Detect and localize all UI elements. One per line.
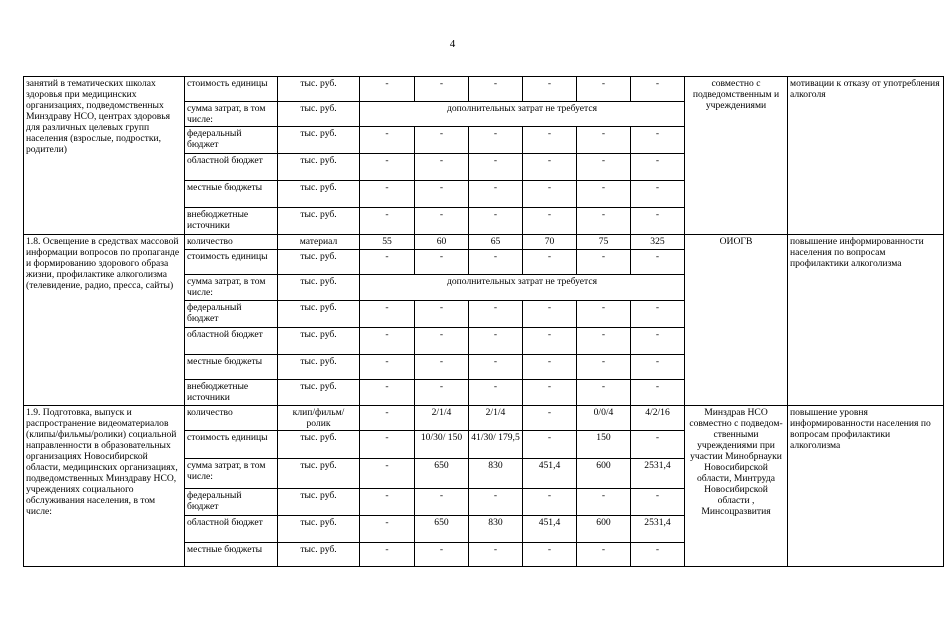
value-cell: - (577, 489, 631, 516)
unit-cell: тыс. руб. (278, 102, 360, 127)
value-cell: - (631, 355, 685, 380)
value-cell: - (631, 181, 685, 208)
value-cell: - (360, 489, 415, 516)
value-cell: - (577, 208, 631, 235)
value-cell: - (577, 328, 631, 355)
value-cell: 2531,4 (631, 516, 685, 543)
value-cell: - (523, 380, 577, 406)
value-cell: - (415, 127, 469, 154)
value-cell: - (415, 250, 469, 275)
value-cell: - (631, 250, 685, 275)
unit-cell: материал (278, 235, 360, 250)
value-cell: - (631, 328, 685, 355)
result-cell: мотивации к отказу от употребления алкоголя (788, 77, 944, 235)
indicator-cell: сумма затрат, в том числе: (185, 275, 278, 301)
indicator-cell: сумма затрат, в том числе: (185, 459, 278, 489)
indicator-cell: стоимость единицы (185, 250, 278, 275)
value-cell: 60 (415, 235, 469, 250)
value-cell: - (577, 380, 631, 406)
value-cell: - (631, 489, 685, 516)
value-cell: - (523, 355, 577, 380)
executor-cell: совместно с подведомственным и учреждениями (685, 77, 788, 235)
unit-cell: тыс. руб. (278, 301, 360, 328)
indicator-cell: внебюджетные источники (185, 208, 278, 235)
value-cell: - (415, 489, 469, 516)
value-cell: - (523, 154, 577, 181)
merged-note-cell: дополнительных затрат не требуется (360, 275, 685, 301)
measure-name-cell: занятий в тематических школах здоровья при медицинских организациях, подведомственных Минздраву НСО, центрах здоровья для различных целевых групп населения (взрослые, подростки, родители) (24, 77, 185, 235)
value-cell: - (523, 127, 577, 154)
indicator-cell: сумма затрат, в том числе: (185, 102, 278, 127)
page-number: 4 (449, 38, 456, 50)
value-cell: - (631, 301, 685, 328)
value-cell: - (360, 516, 415, 543)
measure-name-cell: 1.8. Освещение в средствах массовой информации вопросов по пропаганде и формированию здорового образа жизни, профилактике алкоголизма (телевидение, радио, пресса, сайты) (24, 235, 185, 406)
value-cell: - (415, 154, 469, 181)
value-cell: 830 (469, 459, 523, 489)
value-cell: - (523, 77, 577, 102)
value-cell: - (631, 77, 685, 102)
value-cell: - (469, 543, 523, 567)
value-cell: 75 (577, 235, 631, 250)
value-cell: 70 (523, 235, 577, 250)
value-cell: 2/1/4 (469, 406, 523, 431)
table-row (24, 77, 944, 102)
indicator-cell: областной бюджет (185, 328, 278, 355)
unit-cell: тыс. руб. (278, 328, 360, 355)
indicator-cell: стоимость единицы (185, 431, 278, 459)
value-cell: 650 (415, 459, 469, 489)
value-cell: - (523, 489, 577, 516)
value-cell: - (469, 154, 523, 181)
indicator-cell: стоимость единицы (185, 77, 278, 102)
indicator-cell: местные бюджеты (185, 543, 278, 567)
value-cell: - (360, 154, 415, 181)
value-cell: - (523, 250, 577, 275)
value-cell: 830 (469, 516, 523, 543)
value-cell: - (360, 380, 415, 406)
value-cell: - (360, 181, 415, 208)
value-cell: - (577, 355, 631, 380)
value-cell: - (360, 406, 415, 431)
value-cell: - (577, 250, 631, 275)
unit-cell: тыс. руб. (278, 489, 360, 516)
value-cell: - (631, 154, 685, 181)
indicator-cell: федеральный бюджет (185, 301, 278, 328)
value-cell: - (415, 355, 469, 380)
value-cell: - (631, 127, 685, 154)
value-cell: - (469, 301, 523, 328)
value-cell: - (360, 127, 415, 154)
value-cell: - (360, 250, 415, 275)
executor-cell: ОИОГВ (685, 235, 788, 406)
unit-cell: тыс. руб. (278, 459, 360, 489)
value-cell: - (415, 181, 469, 208)
indicator-cell: областной бюджет (185, 154, 278, 181)
unit-cell: тыс. руб. (278, 127, 360, 154)
value-cell: 0/0/4 (577, 406, 631, 431)
value-cell: - (360, 77, 415, 102)
value-cell: 2/1/4 (415, 406, 469, 431)
value-cell: 600 (577, 459, 631, 489)
value-cell: - (469, 77, 523, 102)
result-cell: повышение информированности населения по вопросам профилактики алкоголизма (788, 235, 944, 406)
indicator-cell: местные бюджеты (185, 181, 278, 208)
indicator-cell: количество (185, 235, 278, 250)
unit-cell: тыс. руб. (278, 77, 360, 102)
value-cell: - (469, 208, 523, 235)
unit-cell: тыс. руб. (278, 181, 360, 208)
value-cell: 451,4 (523, 459, 577, 489)
value-cell: - (523, 431, 577, 459)
value-cell: - (631, 431, 685, 459)
value-cell: 4/2/16 (631, 406, 685, 431)
value-cell: - (631, 543, 685, 567)
value-cell: - (360, 328, 415, 355)
value-cell: - (577, 77, 631, 102)
unit-cell: тыс. руб. (278, 543, 360, 567)
value-cell: - (631, 380, 685, 406)
value-cell: - (631, 208, 685, 235)
value-cell: - (577, 181, 631, 208)
value-cell: - (360, 301, 415, 328)
unit-cell: клип/фильм/ ролик (278, 406, 360, 431)
value-cell: - (360, 543, 415, 567)
value-cell: 65 (469, 235, 523, 250)
value-cell: - (523, 208, 577, 235)
value-cell: 10/30/ 150 (415, 431, 469, 459)
value-cell: - (523, 543, 577, 567)
value-cell: 451,4 (523, 516, 577, 543)
value-cell: - (469, 250, 523, 275)
value-cell: - (523, 301, 577, 328)
value-cell: - (360, 208, 415, 235)
unit-cell: тыс. руб. (278, 431, 360, 459)
value-cell: - (415, 301, 469, 328)
value-cell: - (577, 301, 631, 328)
program-table (23, 76, 944, 567)
value-cell: - (469, 181, 523, 208)
value-cell: - (469, 489, 523, 516)
value-cell: - (469, 127, 523, 154)
value-cell: 55 (360, 235, 415, 250)
value-cell: - (469, 328, 523, 355)
value-cell: 600 (577, 516, 631, 543)
indicator-cell: федеральный бюджет (185, 489, 278, 516)
unit-cell: тыс. руб. (278, 208, 360, 235)
result-cell: повышение уровня информированности населения по вопросам профилактики алкоголизма (788, 406, 944, 567)
unit-cell: тыс. руб. (278, 154, 360, 181)
value-cell: 2531,4 (631, 459, 685, 489)
table-body (24, 77, 944, 567)
value-cell: 41/30/ 179,5 (469, 431, 523, 459)
value-cell: - (415, 77, 469, 102)
indicator-cell: местные бюджеты (185, 355, 278, 380)
unit-cell: тыс. руб. (278, 250, 360, 275)
indicator-cell: количество (185, 406, 278, 431)
unit-cell: тыс. руб. (278, 275, 360, 301)
value-cell: - (577, 154, 631, 181)
value-cell: - (523, 181, 577, 208)
value-cell: - (577, 127, 631, 154)
value-cell: 325 (631, 235, 685, 250)
value-cell: - (523, 328, 577, 355)
measure-name-cell: 1.9. Подготовка, выпуск и распространение видеоматериалов (клипы/фильмы/ролики) социальной направленности в образовательных организациях Новосибирской области, медицинских организациях, подведомственных Минздраву НСО, учреждениях социального обслуживания населения, в том числе: (24, 406, 185, 567)
merged-note-cell: дополнительных затрат не требуется (360, 102, 685, 127)
value-cell: - (415, 328, 469, 355)
value-cell: - (469, 380, 523, 406)
unit-cell: тыс. руб. (278, 516, 360, 543)
value-cell: - (415, 208, 469, 235)
unit-cell: тыс. руб. (278, 380, 360, 406)
indicator-cell: внебюджетные источники (185, 380, 278, 406)
value-cell: 150 (577, 431, 631, 459)
indicator-cell: федеральный бюджет (185, 127, 278, 154)
value-cell: - (360, 355, 415, 380)
value-cell: - (360, 459, 415, 489)
value-cell: - (469, 355, 523, 380)
value-cell: - (523, 406, 577, 431)
indicator-cell: областной бюджет (185, 516, 278, 543)
table-row (24, 235, 944, 250)
value-cell: - (415, 543, 469, 567)
executor-cell: Минздрав НСО совместно с подведом- ственными учреждениями при участии Минобрнауки Новосибирской области, Минтруда Новосибирской области , Минсоцразвития (685, 406, 788, 567)
value-cell: - (360, 431, 415, 459)
table-row (24, 406, 944, 431)
value-cell: 650 (415, 516, 469, 543)
unit-cell: тыс. руб. (278, 355, 360, 380)
value-cell: - (577, 543, 631, 567)
value-cell: - (415, 380, 469, 406)
